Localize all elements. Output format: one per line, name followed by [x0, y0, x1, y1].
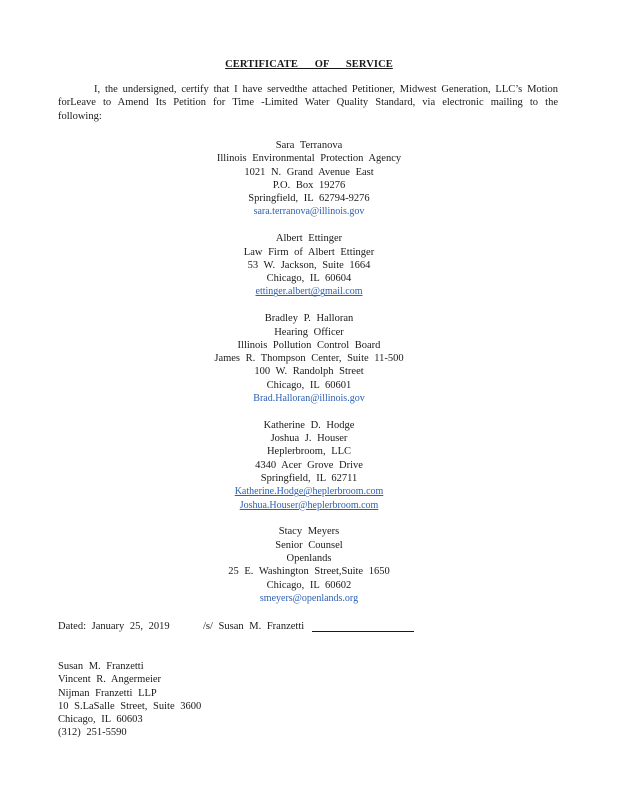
recipient-city: Chicago, IL 60602	[266, 579, 352, 591]
dated-line	[58, 620, 458, 633]
recipient-address: 25 E. Washington Street,Suite 1650	[228, 566, 390, 578]
sender-phone: (312) 251-5590	[58, 727, 127, 739]
recipient-block	[0, 525, 618, 605]
recipient-email-link[interactable]: Katherine.Hodge@heplerbroom.com	[234, 486, 384, 498]
recipient-org: Illinois Environmental Protection Agency	[216, 153, 402, 165]
recipient-name: Katherine D. Hodge	[263, 419, 355, 431]
recipient-email-link-2[interactable]: Joshua.Houser@heplerbroom.com	[239, 499, 379, 511]
recipient-city: Chicago, IL 60604	[266, 273, 352, 285]
recipient-org: Law Firm of Albert Ettinger	[243, 246, 375, 258]
recipient-street: 100 W. Randolph Street	[254, 366, 364, 378]
recipient-city: Springfield, IL 62794-9276	[248, 193, 370, 205]
recipient-email-link[interactable]: ettinger.albert@gmail.com	[255, 286, 363, 298]
recipient-email-link[interactable]: Brad.Halloran@illinois.gov	[253, 393, 365, 405]
recipient-org: Openlands	[286, 553, 332, 565]
recipient-name-2: Joshua J. Houser	[270, 433, 348, 445]
sender-block	[58, 660, 358, 740]
recipient-address: James R. Thompson Center, Suite 11-500	[214, 353, 404, 365]
recipient-block	[0, 419, 618, 512]
recipient-block	[0, 232, 618, 298]
sender-name: Susan M. Franzetti	[58, 661, 144, 672]
recipient-address: 1021 N. Grand Avenue East	[244, 166, 374, 178]
recipient-name: Albert Ettinger	[275, 233, 343, 245]
sender-name-2: Vincent R. Angermeier	[58, 674, 162, 686]
signature-line	[312, 631, 414, 632]
service-list	[0, 139, 618, 619]
recipient-block	[0, 139, 618, 219]
recipient-org: Illinois Pollution Control Board	[237, 339, 381, 351]
date-text: Dated: January 25, 2019	[58, 621, 170, 632]
recipient-title: Senior Counsel	[275, 539, 343, 551]
recipient-po-box: P.O. Box 19276	[272, 179, 346, 191]
sender-firm: Nijman Franzetti LLP	[58, 687, 157, 699]
title-text: CERTIFICATE OF SERVICE	[225, 59, 393, 70]
recipient-name: Stacy Meyers	[278, 526, 340, 538]
recipient-address: 53 W. Jackson, Suite 1664	[247, 259, 371, 271]
recipient-email-link[interactable]: smeyers@openlands.org	[259, 592, 359, 604]
recipient-block	[0, 312, 618, 405]
recipient-city: Springfield, IL 62711	[260, 473, 358, 485]
sender-address: 10 S.LaSalle Street, Suite 3600	[58, 700, 202, 712]
recipient-email-link[interactable]: sara.terranova@illinois.gov	[253, 206, 365, 218]
electronic-signature: /s/ Susan M. Franzetti	[203, 621, 305, 632]
recipient-address: 4340 Acer Grove Drive	[255, 459, 363, 471]
recipient-title: Hearing Officer	[274, 326, 344, 338]
sender-city: Chicago, IL 60603	[58, 714, 143, 726]
intro-paragraph: I, the undersigned, certify that I have servedthe attached Petitioner, Midwest Generation, LLC’s Motion forLeave to Amend Its Petition for Time -Limited Water Quality Standard, via electronic mailing to the following:	[58, 84, 558, 122]
document-title	[0, 58, 618, 71]
recipient-org: Heplerbroom, LLC	[266, 446, 352, 458]
recipient-city: Chicago, IL 60601	[266, 379, 352, 391]
recipient-name: Bradley P. Halloran	[264, 313, 354, 325]
recipient-name: Sara Terranova	[275, 140, 343, 151]
